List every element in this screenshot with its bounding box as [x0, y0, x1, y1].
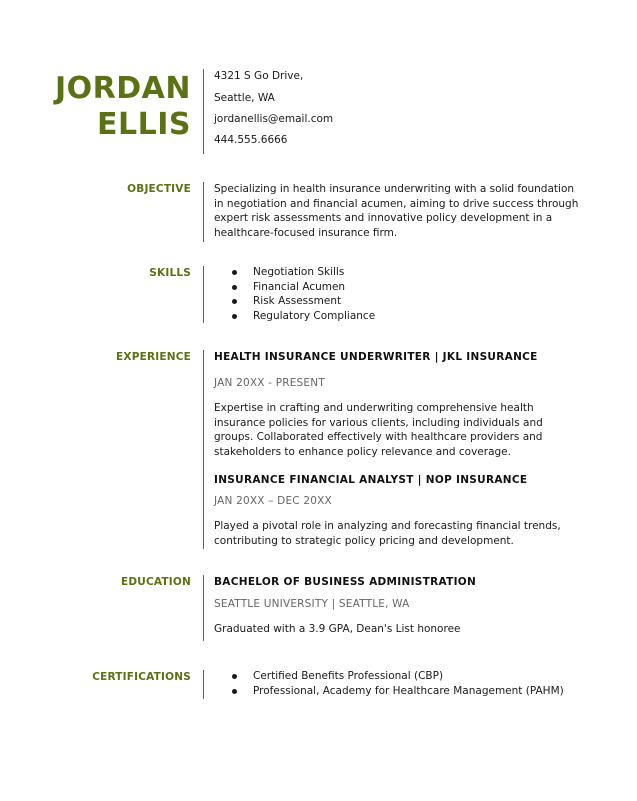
objective-divider	[203, 182, 204, 242]
skills-list	[214, 266, 375, 324]
list-item: Certified Benefits Professional (CBP)	[214, 670, 564, 685]
job-dates-1: JAN 20XX - PRESENT	[214, 377, 325, 389]
bullet-icon	[232, 299, 237, 304]
bullet-icon	[232, 285, 237, 290]
education-label: EDUCATION	[120, 576, 191, 588]
bullet-icon	[232, 689, 237, 694]
job-title-2: INSURANCE FINANCIAL ANALYST | NOP INSURANCE	[214, 474, 528, 486]
last-name: ELLIS	[97, 107, 191, 142]
header-divider	[203, 69, 204, 154]
list-item: Negotiation Skills	[214, 266, 375, 281]
phone: 444.555.6666	[214, 134, 288, 146]
job-dates-2: JAN 20XX – DEC 20XX	[214, 495, 332, 507]
email: jordanellis@email.com	[214, 113, 334, 125]
education-note: Graduated with a 3.9 GPA, Dean's List honoree	[214, 623, 461, 635]
experience-label: EXPERIENCE	[116, 351, 191, 363]
list-item: Professional, Academy for Healthcare Management (PAHM)	[214, 685, 564, 700]
certifications-list	[214, 670, 564, 699]
experience-divider	[203, 350, 204, 549]
school: SEATTLE UNIVERSITY | SEATTLE, WA	[214, 598, 410, 610]
bullet-icon	[232, 270, 237, 275]
first-name: JORDAN	[55, 71, 191, 106]
address-line-1: 4321 S Go Drive,	[214, 70, 304, 82]
objective-label: OBJECTIVE	[127, 183, 191, 195]
bullet-icon	[232, 314, 237, 319]
address-line-2: Seattle, WA	[214, 92, 275, 104]
bullet-icon	[232, 674, 237, 679]
list-item: Risk Assessment	[214, 295, 375, 310]
job-title-1: HEALTH INSURANCE UNDERWRITER | JKL INSURANCE	[214, 351, 538, 363]
job-description-1: Expertise in crafting and underwriting comprehensive health insurance policies for various clients, including individuals and groups. Collaborated effectively with healthcare providers and stakeholders to enhance policy relevance and coverage.	[214, 402, 543, 458]
list-item: Financial Acumen	[214, 281, 375, 296]
skills-divider	[203, 266, 204, 323]
job-description-2: Played a pivotal role in analyzing and forecasting financial trends, contributing to strategic policy pricing and development.	[214, 520, 561, 547]
certifications-divider	[203, 670, 204, 699]
objective-text: Specializing in health insurance underwriting with a solid foundation in negotiation and financial acumen, aiming to drive success through expert risk assessments and innovative policy development in a healthcare-focused insurance firm.	[214, 183, 579, 239]
skills-label: SKILLS	[149, 267, 191, 279]
certifications-label: CERTIFICATIONS	[92, 671, 191, 683]
list-item: Regulatory Compliance	[214, 310, 375, 325]
education-divider	[203, 575, 204, 641]
degree: BACHELOR OF BUSINESS ADMINISTRATION	[214, 576, 477, 588]
